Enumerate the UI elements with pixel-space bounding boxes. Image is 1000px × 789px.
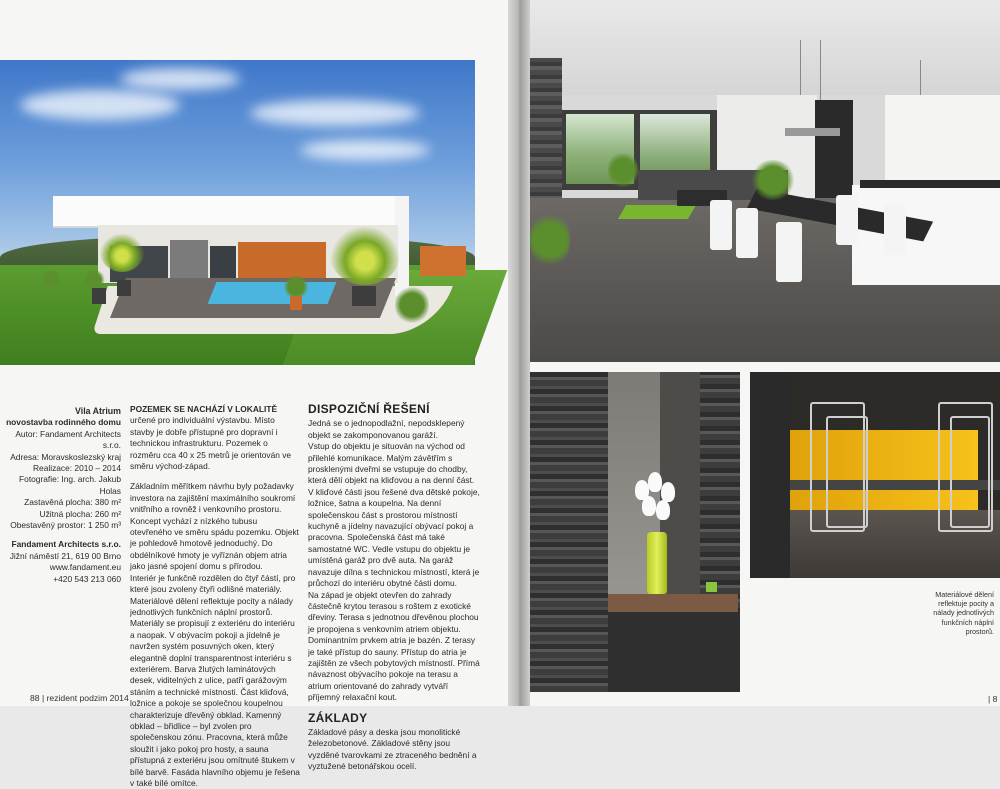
interior-living-dining-photo bbox=[530, 0, 1000, 362]
dining-chairs-detail-photo bbox=[750, 372, 1000, 578]
photo-caption: Materiálové dělení reflektuje pocity a nálady jednotlivých funkčních náplní prostorů. bbox=[933, 590, 994, 636]
company-website: www.fandament.eu bbox=[49, 562, 121, 573]
company-name: Fandament Architects s.r.o. bbox=[11, 539, 121, 550]
stone-wall-niche-photo bbox=[530, 372, 740, 692]
paragraph: Základním měřítkem návrhu byly požadavky investora na zajištění maximálního soukromí vnitřního a rovněž i venkovního prostoru. Koncept vychází z nízkého tubusu otevřeného ve směru spádu pozemku. Objekt je pohledově hmotově jednoduchý. Do obdélníkové hmoty je vyříznán objem atria jako jasné spojení domu s přírodou. bbox=[130, 481, 299, 572]
section-heading: DISPOZIČNÍ ŘEŠENÍ bbox=[308, 402, 430, 416]
info-line: Realizace: 2010 – 2014 bbox=[32, 463, 121, 474]
info-line: Adresa: Moravskoslezský kraj bbox=[10, 451, 121, 462]
paragraph: Základové pásy a deska jsou monolitické železobetonové. Základové stěny jsou vyzděné tvarovkami ze ztraceného bednění a vyztužené betonářskou ocelí. bbox=[308, 726, 477, 772]
folio: 88 | rezident podzim 2014 bbox=[30, 693, 129, 703]
paragraph: Jedná se o jednopodlažní, nepodsklepený objekt se zakomponovanou garáží. bbox=[308, 418, 465, 440]
project-subtitle: novostavba rodinného domu bbox=[6, 417, 121, 428]
info-line: Užitná plocha: 260 m² bbox=[39, 508, 121, 519]
text-column-2 bbox=[308, 404, 480, 773]
vase bbox=[647, 532, 667, 594]
company-address: Jižní náměstí 21, 619 00 Brno bbox=[9, 550, 121, 561]
paragraph: Interiér je funkčně rozdělen do čtyř částí, pro které jsou zvoleny čtyři odlišné materiály. Materiálové dělení reflektuje pocity a nálady jednotlivých funkčních náplní prostorů. Materiály se propisují z exteriéru do interiéru a naopak. V obývacím pokoji a jídelně je navržen systém posuvných oken, který elegantně doplní transparentnost interiéru s exteriérem. Barva žlutých laminátových desek, viditelných z ulice, patří garážovým stáním a technické místnosti. Část kliďová, ložnice a pokoje se společnou koupelnou charakterizuje dřevěný obklad. Kamenný obklad – břidlice – byl zvolen pro společenskou zónu. Pracovna, která může sloužit i jako pokoj pro hosty, a sauna přístupná z exteriéru jsou omítnuté štukem v bílé barvě. Fasáda hlavního objemu je řešena v také bílé omítce. bbox=[130, 572, 300, 788]
paragraph: Na západ je objekt otevřen do zahrady částečně krytou terasou s roštem z exotické dřeviny. Terasa s jednotnou dřevěnou plochou je propojena s venkovním atriem objektu. Dominantním prvkem atria je bazén. Z terasy je také přístup do sauny. Přístup do atria je zajištěn ze všech pobytových místností. Přímá návaznost obývacího pokoje na terasu a atrium orientované do zahrady vytváří příjemný relaxační kout. bbox=[308, 589, 480, 703]
project-info bbox=[0, 406, 121, 585]
project-title: Vila Atrium bbox=[75, 406, 121, 416]
right-page bbox=[530, 0, 1000, 706]
section-heading: ZÁKLADY bbox=[308, 710, 368, 725]
lead-in: POZEMEK SE NACHÁZÍ V LOKALITĚ bbox=[130, 404, 278, 414]
spine-gutter bbox=[508, 0, 530, 706]
text-column-1 bbox=[130, 404, 300, 789]
villa-exterior-photo bbox=[0, 60, 475, 363]
info-line: Fotografie: Ing. arch. Jakub Holas bbox=[19, 474, 121, 496]
info-line: Autor: Fandament Architects s.r.o. bbox=[15, 428, 121, 451]
paragraph: Vstup do objektu je situován na východ od přilehlé komunikace. Malým závětřím s prosklenými dveřmi se vstupuje do chodby, která dělí objekt na kliďovou a na denní část. V kliďové části jsou řešené dva dětské pokoje, ložnice, šatna a koupelna. Na denní společenskou část s prostorou místností kuchyně a jídelny navazující obývací pokoj a pracovna. Společenská část má také samostatné WC. Vedle vstupu do objektu je umístěná garáž pro dvě auta. Na garáž navazuje dílna s technickou místností, která je průchozí do interiéru obytné části domu. bbox=[308, 441, 480, 589]
info-line: Obestavěný prostor: 1 250 m³ bbox=[10, 520, 121, 531]
paragraph: POZEMEK SE NACHÁZÍ V LOKALITĚ určené pro individuální výstavbu. Místo stavby je dobře přístupné pro dopravní i technickou infrastrukturu. Pozemek o rozměru cca 40 x 25 metrů je orientován ve směru východ-západ. bbox=[130, 404, 292, 472]
info-line: Zastavěná plocha: 380 m² bbox=[24, 497, 121, 508]
page-number: | 8 bbox=[988, 694, 998, 704]
company-phone: +420 543 213 060 bbox=[53, 573, 121, 584]
